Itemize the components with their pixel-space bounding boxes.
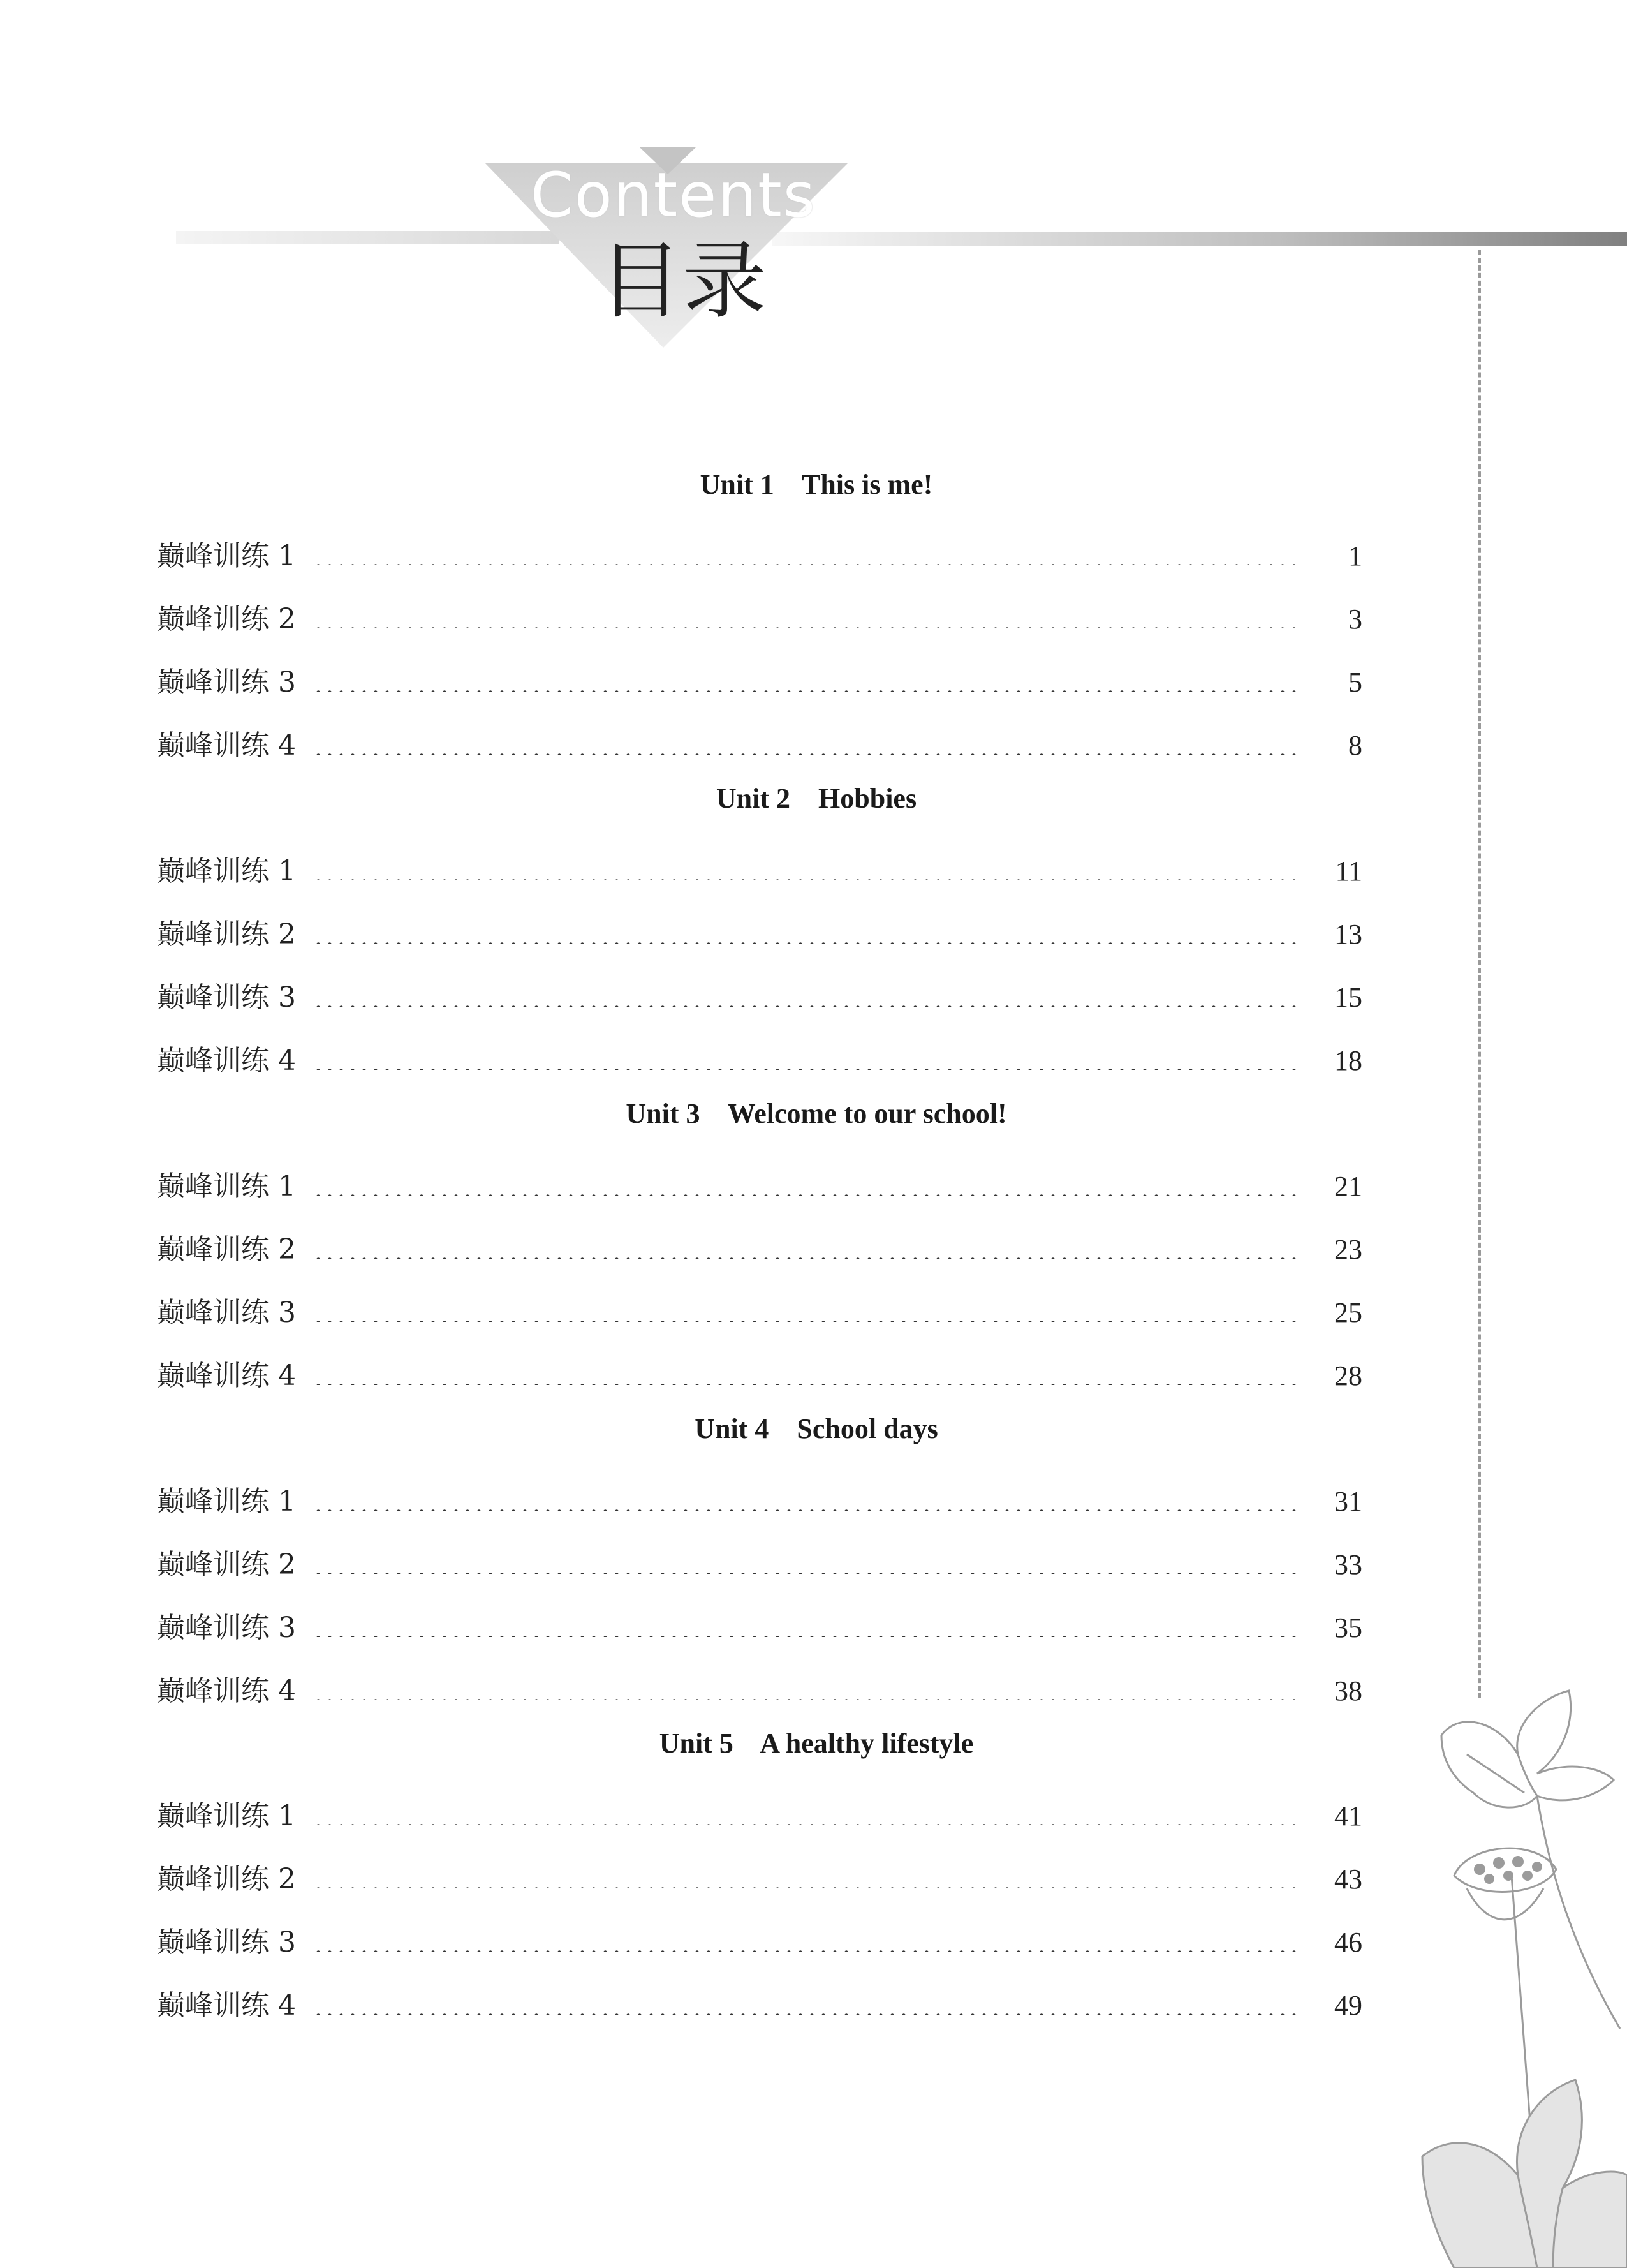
- toc-entry[interactable]: [157, 1472, 1362, 1518]
- dot-leader: [313, 1599, 1301, 1637]
- toc-entry-label: 巅峰训练 1: [157, 1800, 296, 1832]
- toc-entry-label: 巅峰训练 3: [157, 1926, 296, 1959]
- dot-leader: [313, 527, 1301, 565]
- dot-leader: [313, 968, 1301, 1007]
- toc-entry-label: 巅峰训练 4: [157, 1989, 296, 2022]
- toc-page-number: 11: [1335, 856, 1362, 887]
- dot-leader: [313, 1032, 1301, 1070]
- dot-leader: [313, 1850, 1301, 1888]
- toc-page-number: 1: [1348, 540, 1362, 572]
- dot-leader: [313, 1157, 1301, 1196]
- toc-entry[interactable]: [157, 1220, 1362, 1266]
- toc-entry-label: 巅峰训练 3: [157, 1612, 296, 1644]
- unit-heading: Unit 2 Hobbies: [716, 783, 917, 814]
- dot-leader: [313, 716, 1301, 755]
- toc-entry[interactable]: [157, 653, 1362, 699]
- toc-page-number: 13: [1334, 919, 1362, 950]
- toc-entry-label: 巅峰训练 1: [157, 1485, 296, 1518]
- toc-entry[interactable]: [157, 842, 1362, 887]
- toc-entry-label: 巅峰训练 4: [157, 1360, 296, 1392]
- toc-entry[interactable]: [157, 905, 1362, 951]
- toc-page-number: 3: [1348, 604, 1362, 635]
- header-bar-right: [772, 232, 1627, 246]
- contents-word: Contents: [531, 159, 816, 231]
- toc-entry-label: 巅峰训练 1: [157, 1170, 296, 1203]
- toc-page-number: 18: [1334, 1045, 1362, 1076]
- toc-page-number: 35: [1334, 1612, 1362, 1643]
- dot-leader: [313, 1976, 1301, 2015]
- toc-entry[interactable]: [157, 1787, 1362, 1832]
- dot-leader: [313, 905, 1301, 944]
- toc-page-number: 38: [1334, 1675, 1362, 1707]
- toc-entry-label: 巅峰训练 1: [157, 855, 296, 887]
- toc-page-number: 15: [1334, 982, 1362, 1013]
- toc-entry[interactable]: [157, 590, 1362, 635]
- toc-entry[interactable]: [157, 1157, 1362, 1203]
- unit-heading: Unit 5 A healthy lifestyle: [659, 1728, 974, 1759]
- dot-leader: [313, 1284, 1301, 1322]
- toc-entry[interactable]: [157, 1599, 1362, 1644]
- toc-page-number: 21: [1334, 1171, 1362, 1202]
- toc-page-number: 8: [1348, 730, 1362, 761]
- page-title: 目录: [598, 232, 767, 330]
- toc-entry[interactable]: [157, 1913, 1362, 1959]
- toc-page-number: 5: [1348, 667, 1362, 698]
- unit-heading: Unit 4 School days: [695, 1413, 938, 1444]
- toc-entry-label: 巅峰训练 4: [157, 1675, 296, 1707]
- toc-page-number: 28: [1334, 1360, 1362, 1391]
- toc-page-number: 41: [1334, 1800, 1362, 1832]
- toc-entry[interactable]: [157, 1976, 1362, 2022]
- toc-entry-label: 巅峰训练 4: [157, 1044, 296, 1077]
- toc-page-number: 33: [1334, 1549, 1362, 1580]
- lotus-flower-illustration: [1416, 1684, 1627, 2268]
- toc-page-number: 46: [1334, 1927, 1362, 1958]
- toc-entry[interactable]: [157, 1032, 1362, 1077]
- dot-leader: [313, 1787, 1301, 1825]
- dot-leader: [313, 590, 1301, 628]
- toc-entry-label: 巅峰训练 2: [157, 918, 296, 951]
- unit-heading: Unit 1 This is me!: [700, 469, 933, 500]
- dot-leader: [313, 1913, 1301, 1952]
- toc-page-number: 31: [1334, 1486, 1362, 1517]
- toc-entry[interactable]: [157, 1347, 1362, 1392]
- toc-entry[interactable]: [157, 1536, 1362, 1581]
- toc-entry[interactable]: [157, 716, 1362, 762]
- toc-entry-label: 巅峰训练 2: [157, 1863, 296, 1895]
- dot-leader: [313, 1536, 1301, 1574]
- dot-leader: [313, 1472, 1301, 1511]
- dot-leader: [313, 1220, 1301, 1259]
- dot-leader: [313, 842, 1301, 880]
- toc-entry[interactable]: [157, 527, 1362, 572]
- toc-entry[interactable]: [157, 1662, 1362, 1707]
- toc-entry[interactable]: [157, 1850, 1362, 1895]
- toc-page-number: 25: [1334, 1297, 1362, 1328]
- toc-page-number: 23: [1334, 1234, 1362, 1265]
- toc-entry[interactable]: [157, 968, 1362, 1014]
- toc-entry-label: 巅峰训练 3: [157, 666, 296, 699]
- toc-entry-label: 巅峰训练 4: [157, 729, 296, 762]
- toc-entry-label: 巅峰训练 1: [157, 540, 296, 572]
- toc-page-number: 43: [1334, 1864, 1362, 1895]
- toc-entry-label: 巅峰训练 2: [157, 603, 296, 635]
- toc-page-number: 49: [1334, 1990, 1362, 2021]
- dot-leader: [313, 1662, 1301, 1700]
- unit-heading: Unit 3 Welcome to our school!: [626, 1098, 1007, 1129]
- toc-entry[interactable]: [157, 1284, 1362, 1329]
- dot-leader: [313, 653, 1301, 692]
- dot-leader: [313, 1347, 1301, 1385]
- toc-entry-label: 巅峰训练 3: [157, 981, 296, 1014]
- dashed-margin-line: [1478, 250, 1481, 1698]
- toc-entry-label: 巅峰训练 2: [157, 1548, 296, 1581]
- toc-entry-label: 巅峰训练 3: [157, 1296, 296, 1329]
- toc-entry-label: 巅峰训练 2: [157, 1233, 296, 1266]
